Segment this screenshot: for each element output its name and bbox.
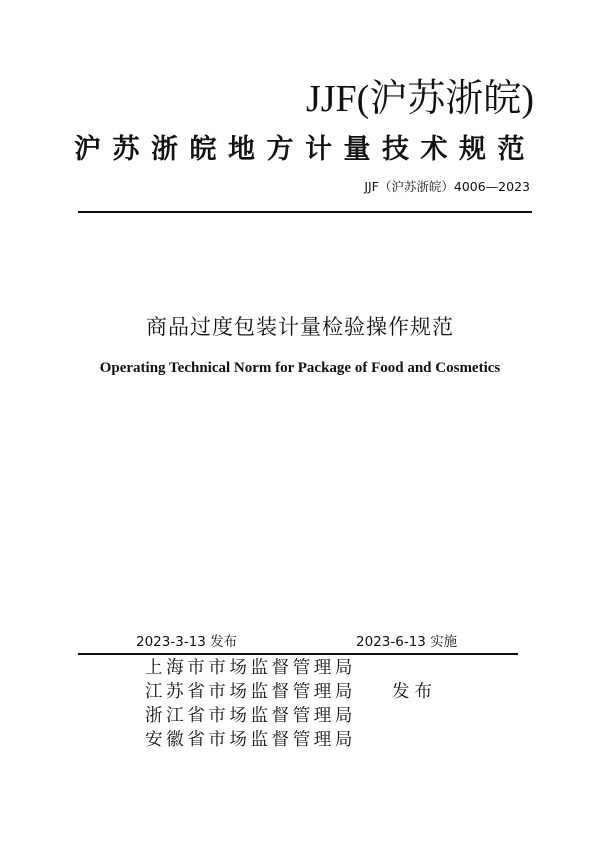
organization: 安徽省市场监督管理局 bbox=[145, 730, 356, 750]
document-title-en: Operating Technical Norm for Package of Food and Cosmetics bbox=[99, 360, 501, 376]
standard-series-title: 沪苏浙皖地方计量技术规范 bbox=[74, 134, 536, 165]
publish-date: 2023-3-13 发布 bbox=[136, 634, 238, 650]
organization: 浙江省市场监督管理局 bbox=[145, 706, 356, 726]
organization: 江苏省市场监督管理局 bbox=[145, 682, 356, 702]
header-divider bbox=[78, 211, 532, 213]
document-title-cn: 商品过度包装计量检验操作规范 bbox=[146, 315, 454, 339]
issue-label: 发布 bbox=[392, 682, 437, 702]
footer-divider bbox=[78, 653, 518, 655]
standard-brand: JJF(沪苏浙皖) bbox=[305, 78, 534, 120]
organization: 上海市市场监督管理局 bbox=[145, 658, 356, 678]
standard-code: JJF（沪苏浙皖）4006—2023 bbox=[364, 179, 530, 194]
implement-date: 2023-6-13 实施 bbox=[356, 634, 458, 650]
